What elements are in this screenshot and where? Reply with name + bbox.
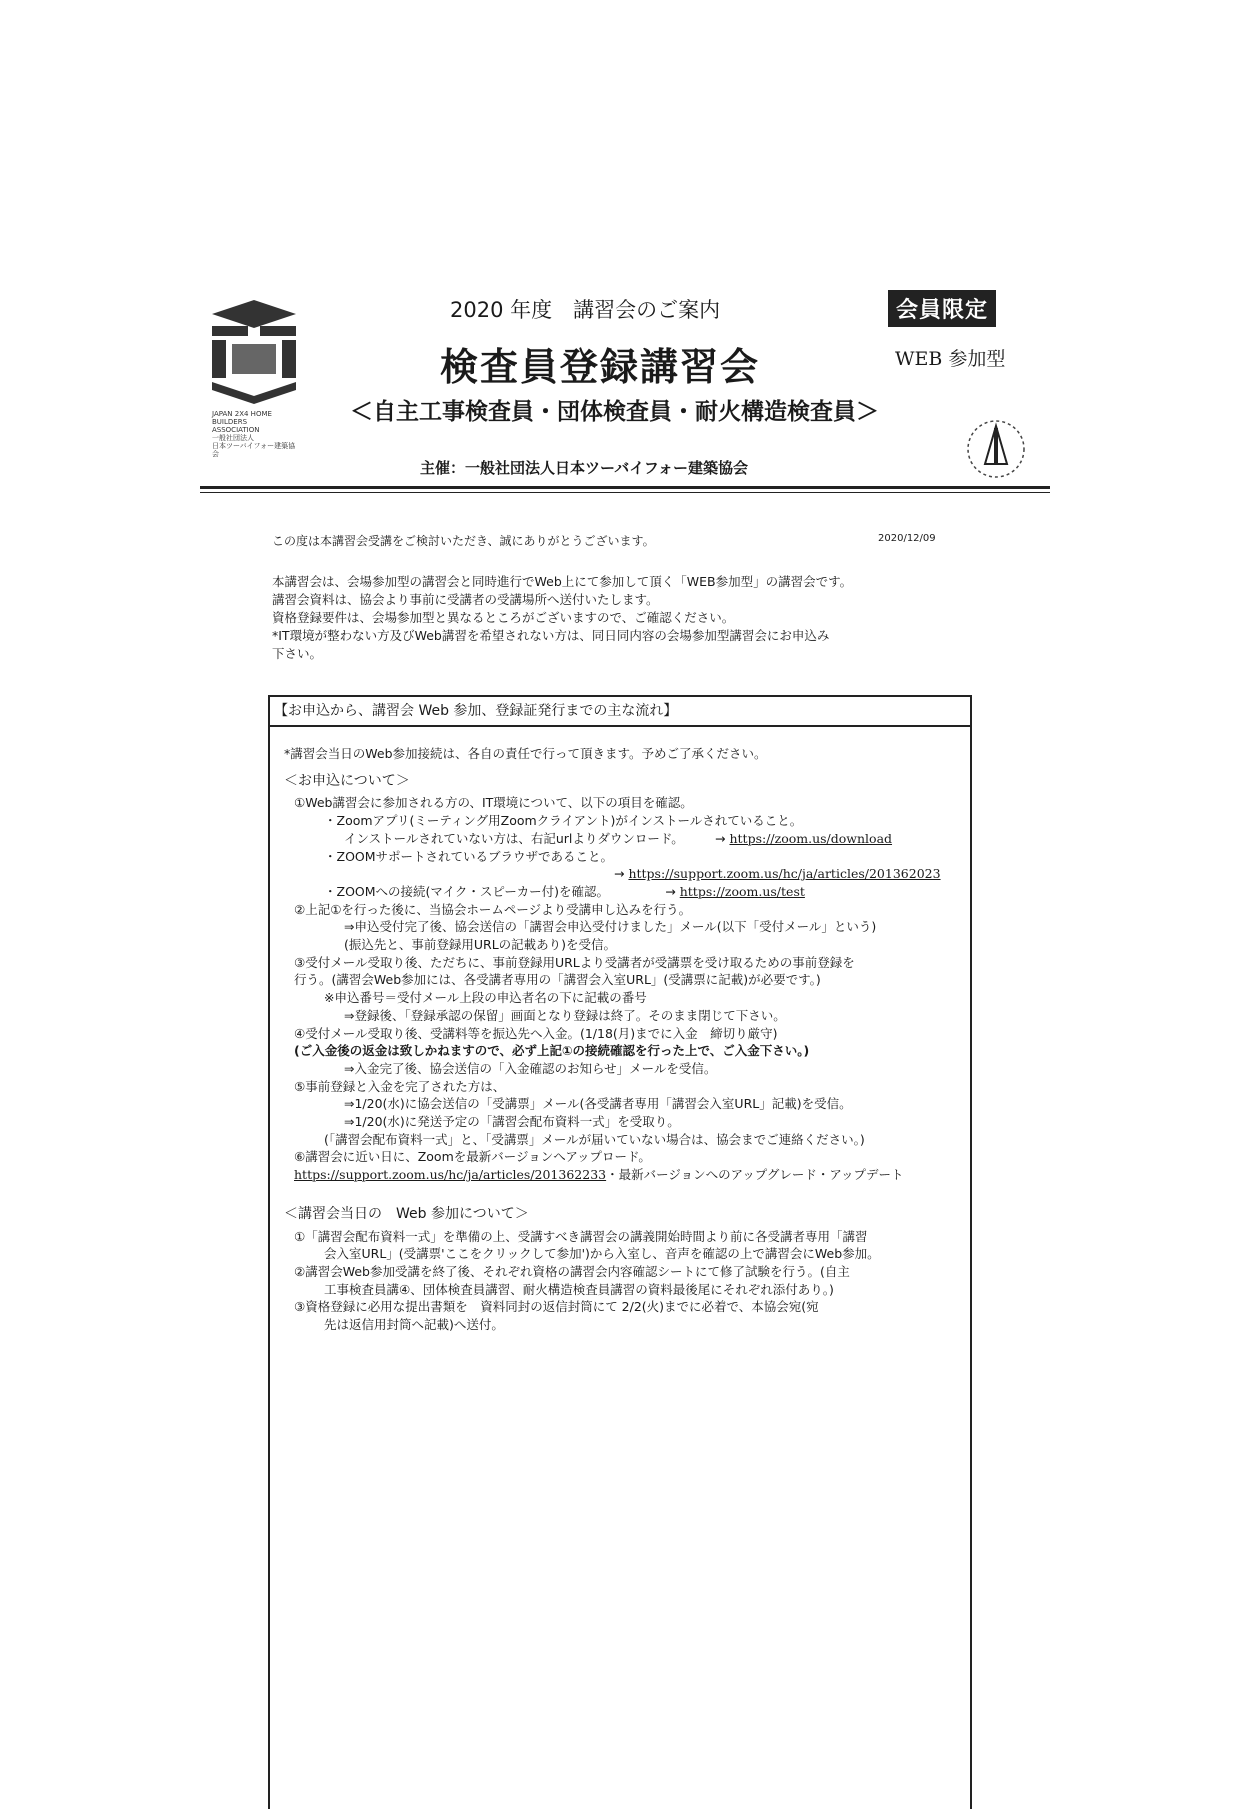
- divider: [200, 492, 1050, 493]
- flow-box: [268, 695, 972, 1809]
- list-item: ⇒入金完了後、協会送信の「入金確認のお知らせ」メールを受信。: [344, 1060, 717, 1076]
- zoom-update-link[interactable]: https://support.zoom.us/hc/ja/articles/201362233: [294, 1167, 607, 1183]
- association-logo-icon: [212, 300, 296, 406]
- list-item: (振込先と、事前登録用URLの記載あり)を受信。: [344, 937, 617, 953]
- list-item: ③受付メール受取り後、ただちに、事前登録用URLより受講者が受講票を受け取るための事前登録を: [294, 954, 855, 970]
- seal-icon: [965, 418, 1027, 480]
- year-line: 2020 年度 講習会のご案内: [450, 298, 721, 322]
- list-item: ①「講習会配布資料一式」を準備の上、受講すべき講習会の講義開始時間より前に各受講者専用「講習: [294, 1228, 868, 1244]
- zoom-download-link[interactable]: https://zoom.us/download: [729, 830, 893, 846]
- list-item: 行う。(講習会Web参加には、各受講者専用の「講習会入室URL」(受講票に記載)が必要です。): [294, 972, 821, 988]
- list-item: ⑥講習会に近い日に、Zoomを最新バージョンへアップロード。: [294, 1149, 651, 1165]
- list-item: ※申込番号＝受付メール上段の申込者名の下に記載の番号: [324, 990, 647, 1006]
- flow-box-heading: 【お申込から、講習会 Web 参加、登録証発行までの主な流れ】: [270, 697, 970, 727]
- page-title: 検査員登録講習会: [440, 345, 761, 389]
- list-item: 工事検査員講④、団体検査員講習、耐火構造検査員講習の資料最後尾にそれぞれ添付あり。): [324, 1281, 834, 1297]
- flow-box-body: [284, 745, 964, 1334]
- list-item: ・ZOOMへの接続(マイク・スピーカー付)を確認。 → https://zoom.us/test: [324, 883, 805, 899]
- organizer: 主催：一般社団法人日本ツーバイフォー建築協会: [420, 459, 749, 477]
- page-subtitle: ＜自主工事検査員・団体検査員・耐火構造検査員＞: [350, 399, 879, 425]
- list-item: ⑤事前登録と入金を完了された方は、: [294, 1078, 506, 1094]
- date: 2020/12/09: [878, 533, 936, 544]
- list-item: ⇒1/20(水)に協会送信の「受講票」メール(各受講者専用「講習会入室URL」記載)を受信。: [344, 1096, 852, 1112]
- list-item: インストールされていない方は、右記urlよりダウンロード。 → https://zoom.us/download: [344, 830, 893, 846]
- list-item: (ご入金後の返金は致しかねますので、必ず上記①の接続確認を行った上で、ご入金下さい。): [294, 1043, 810, 1059]
- list-item: (「講習会配布資料一式」と、「受講票」メールが届いていない場合は、協会までご連絡ください。): [324, 1131, 865, 1147]
- web-type-label: WEB 参加型: [895, 348, 1006, 370]
- members-only-badge: 会員限定: [888, 290, 996, 327]
- list-item: ・ZOOMサポートされているブラウザであること。: [324, 848, 614, 864]
- list-item: ②上記①を行った後に、当協会ホームページより受講申し込みを行う。: [294, 901, 692, 917]
- list-item: ②講習会Web参加受講を終了後、それぞれ資格の講習会内容確認シートにて修了試験を行う。(自主: [294, 1263, 850, 1279]
- list-item: ④受付メール受取り後、受講料等を振込先へ入金。(1/18(月)までに入金 締切り厳守): [294, 1025, 778, 1041]
- divider: [200, 486, 1050, 489]
- section-title-application: ＜お申込について＞: [284, 772, 410, 789]
- list-item: ⇒1/20(水)に発送予定の「講習会配布資料一式」を受取り。: [344, 1114, 680, 1130]
- note: *講習会当日のWeb参加接続は、各自の責任で行って頂きます。予めご了承ください。: [284, 746, 767, 761]
- list-item: → https://support.zoom.us/hc/ja/articles/201362023: [614, 866, 941, 882]
- list-item: https://support.zoom.us/hc/ja/articles/201362233・最新バージョンへのアップグレード・アップデート: [294, 1167, 904, 1183]
- section-title-web-participation: ＜講習会当日の Web 参加について＞: [284, 1205, 529, 1222]
- list-item: 会入室URL」(受講票'ここをクリックして参加')から入室し、音声を確認の上で講習会にWeb参加。: [324, 1246, 880, 1262]
- list-item: 先は返信用封筒へ記載)へ送付。: [324, 1317, 504, 1333]
- logo-text: JAPAN 2X4 HOME BUILDERS ASSOCIATION 一般社団法人 日本ツーバイフォー建築協会: [212, 410, 296, 458]
- list-item: ・Zoomアプリ(ミーティング用Zoomクライアント)がインストールされていること。: [324, 813, 803, 829]
- list-item: ③資格登録に必用な提出書類を 資料同封の返信封筒にて 2/2(火)までに必着で、本協会宛(宛: [294, 1299, 819, 1315]
- list-item: ①Web講習会に参加される方の、IT環境について、以下の項目を確認。: [294, 795, 693, 811]
- list-item: ⇒申込受付完了後、協会送信の「講習会申込受付けました」メール(以下「受付メール」という): [344, 919, 877, 935]
- zoom-test-link[interactable]: https://zoom.us/test: [679, 883, 805, 899]
- thanks-text: この度は本講習会受講をご検討いただき、誠にありがとうございます。: [272, 534, 655, 548]
- list-item: ⇒登録後、「登録承認の保留」画面となり登録は終了。そのまま閉じて下さい。: [344, 1007, 786, 1023]
- intro-paragraph: 本講習会は、会場参加型の講習会と同時進行でWeb上にて参加して頂く「WEB参加型」の講習会です。 講習会資料は、協会より事前に受講者の受講場所へ送付いたします。 資格登録要件は、会場参加型と異なるところがございますので、ご確認ください。 *IT環境が整わない方及びWeb講習を希望されない方は、同日同内容の会場参加型講習会にお申込み 下さい。: [272, 574, 853, 661]
- zoom-support-link[interactable]: https://support.zoom.us/hc/ja/articles/201362023: [628, 866, 941, 882]
